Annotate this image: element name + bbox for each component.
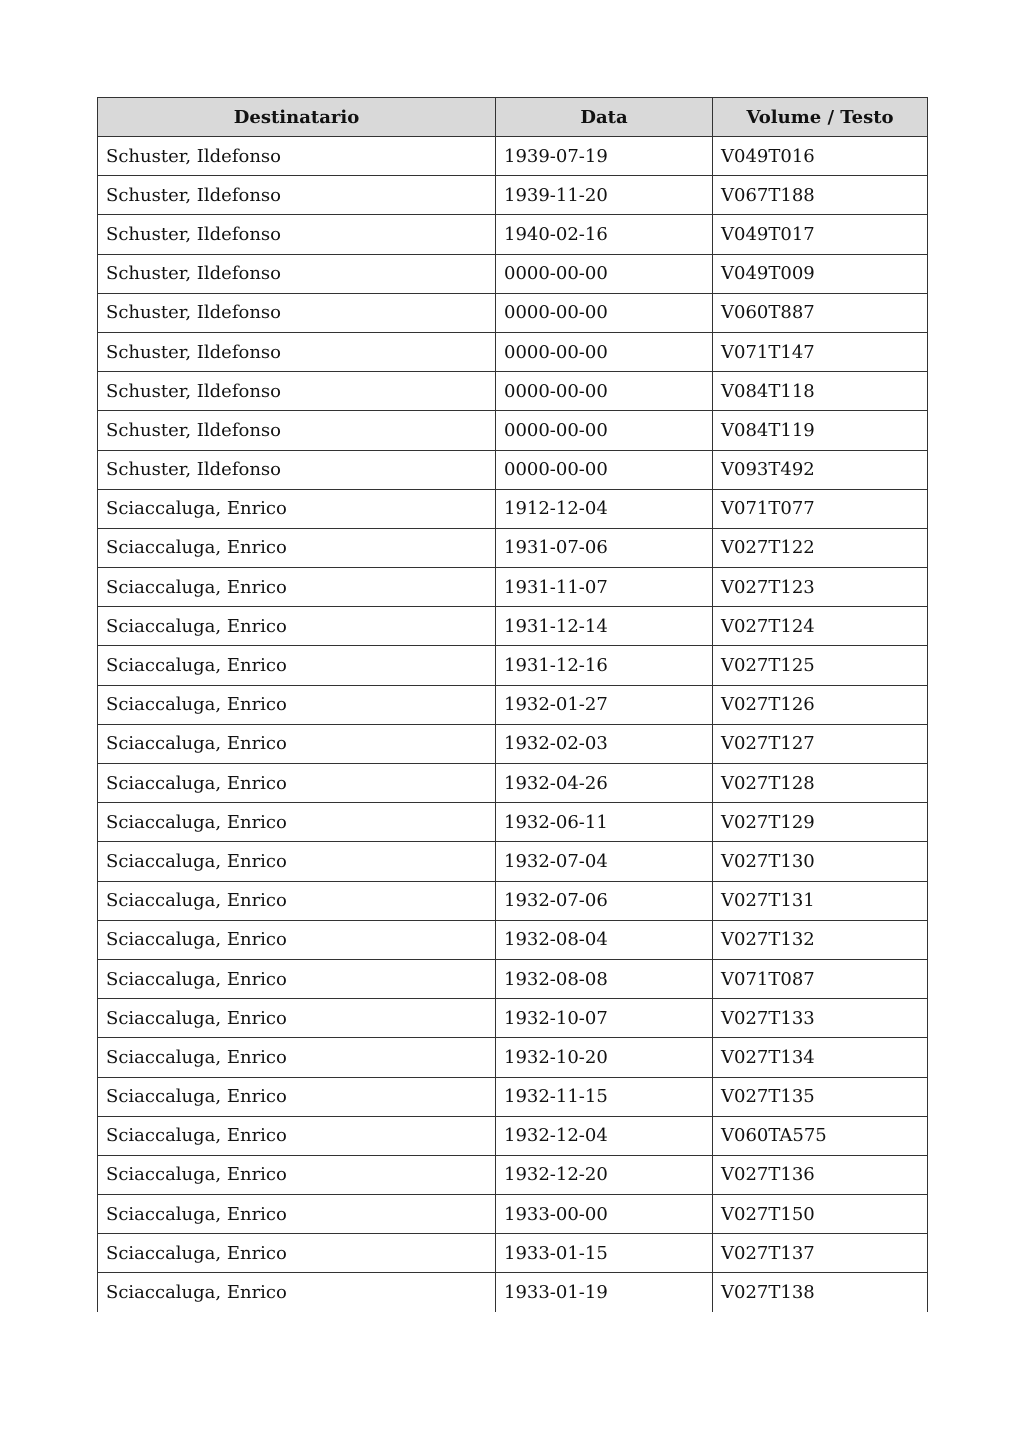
cell-volume-testo: V071T087 — [713, 959, 928, 998]
cell-destinatario: Sciaccaluga, Enrico — [98, 646, 496, 685]
cell-data: 1933-01-15 — [496, 1234, 713, 1273]
cell-destinatario: Sciaccaluga, Enrico — [98, 568, 496, 607]
cell-destinatario: Schuster, Ildefonso — [98, 293, 496, 332]
cell-destinatario: Schuster, Ildefonso — [98, 450, 496, 489]
cell-volume-testo: V060T887 — [713, 293, 928, 332]
cell-data: 1932-06-11 — [496, 803, 713, 842]
cell-destinatario: Sciaccaluga, Enrico — [98, 528, 496, 567]
cell-destinatario: Schuster, Ildefonso — [98, 332, 496, 371]
cell-volume-testo: V071T077 — [713, 489, 928, 528]
table-row — [98, 215, 928, 254]
cell-volume-testo: V049T017 — [713, 215, 928, 254]
table-row — [98, 372, 928, 411]
cell-destinatario: Schuster, Ildefonso — [98, 411, 496, 450]
table-row — [98, 724, 928, 763]
table-row — [98, 1273, 928, 1312]
cell-destinatario: Sciaccaluga, Enrico — [98, 1234, 496, 1273]
cell-data: 1940-02-16 — [496, 215, 713, 254]
table-header — [98, 98, 928, 137]
cell-destinatario: Sciaccaluga, Enrico — [98, 920, 496, 959]
table-row — [98, 1077, 928, 1116]
header-row — [98, 98, 928, 137]
cell-destinatario: Schuster, Ildefonso — [98, 372, 496, 411]
cell-data: 1932-08-04 — [496, 920, 713, 959]
cell-destinatario: Sciaccaluga, Enrico — [98, 1155, 496, 1194]
cell-volume-testo: V027T138 — [713, 1273, 928, 1312]
table-row — [98, 568, 928, 607]
cell-destinatario: Schuster, Ildefonso — [98, 137, 496, 176]
cell-data: 0000-00-00 — [496, 254, 713, 293]
table-row — [98, 999, 928, 1038]
cell-data: 1932-07-04 — [496, 842, 713, 881]
table-row — [98, 959, 928, 998]
cell-volume-testo: V027T128 — [713, 764, 928, 803]
table-row — [98, 332, 928, 371]
cell-volume-testo: V084T119 — [713, 411, 928, 450]
table-row — [98, 881, 928, 920]
cell-data: 1932-02-03 — [496, 724, 713, 763]
cell-data: 1931-12-14 — [496, 607, 713, 646]
cell-destinatario: Sciaccaluga, Enrico — [98, 1038, 496, 1077]
header-data: Data — [496, 98, 713, 137]
cell-data: 1932-11-15 — [496, 1077, 713, 1116]
table-body — [98, 137, 928, 1313]
table-row — [98, 685, 928, 724]
cell-volume-testo: V027T134 — [713, 1038, 928, 1077]
cell-volume-testo: V027T136 — [713, 1155, 928, 1194]
cell-volume-testo: V060TA575 — [713, 1116, 928, 1155]
cell-destinatario: Sciaccaluga, Enrico — [98, 489, 496, 528]
cell-data: 1939-11-20 — [496, 176, 713, 215]
cell-destinatario: Sciaccaluga, Enrico — [98, 1116, 496, 1155]
table-row — [98, 920, 928, 959]
table-row — [98, 1155, 928, 1194]
table-row — [98, 411, 928, 450]
cell-destinatario: Sciaccaluga, Enrico — [98, 999, 496, 1038]
cell-data: 1932-08-08 — [496, 959, 713, 998]
cell-volume-testo: V027T131 — [713, 881, 928, 920]
cell-data: 1932-07-06 — [496, 881, 713, 920]
header-volume-testo: Volume / Testo — [713, 98, 928, 137]
table-row — [98, 450, 928, 489]
cell-data: 1932-10-20 — [496, 1038, 713, 1077]
cell-destinatario: Sciaccaluga, Enrico — [98, 1195, 496, 1234]
cell-destinatario: Sciaccaluga, Enrico — [98, 764, 496, 803]
cell-volume-testo: V067T188 — [713, 176, 928, 215]
cell-volume-testo: V027T124 — [713, 607, 928, 646]
table-row — [98, 293, 928, 332]
letters-table — [97, 97, 928, 1312]
table-row — [98, 528, 928, 567]
cell-data: 1932-04-26 — [496, 764, 713, 803]
cell-data: 0000-00-00 — [496, 332, 713, 371]
table-row — [98, 176, 928, 215]
table-row — [98, 1234, 928, 1273]
cell-data: 0000-00-00 — [496, 293, 713, 332]
cell-destinatario: Sciaccaluga, Enrico — [98, 724, 496, 763]
cell-data: 0000-00-00 — [496, 411, 713, 450]
cell-data: 1933-01-19 — [496, 1273, 713, 1312]
table-row — [98, 489, 928, 528]
cell-data: 1931-07-06 — [496, 528, 713, 567]
cell-volume-testo: V027T126 — [713, 685, 928, 724]
table-row — [98, 764, 928, 803]
cell-volume-testo: V027T130 — [713, 842, 928, 881]
cell-volume-testo: V027T150 — [713, 1195, 928, 1234]
cell-destinatario: Schuster, Ildefonso — [98, 215, 496, 254]
cell-data: 1933-00-00 — [496, 1195, 713, 1234]
table-row — [98, 607, 928, 646]
cell-data: 1912-12-04 — [496, 489, 713, 528]
cell-data: 1932-12-20 — [496, 1155, 713, 1194]
table-row — [98, 1116, 928, 1155]
cell-data: 0000-00-00 — [496, 372, 713, 411]
cell-data: 1931-12-16 — [496, 646, 713, 685]
table-row — [98, 137, 928, 176]
cell-volume-testo: V027T127 — [713, 724, 928, 763]
cell-destinatario: Sciaccaluga, Enrico — [98, 1077, 496, 1116]
cell-volume-testo: V027T129 — [713, 803, 928, 842]
cell-volume-testo: V027T123 — [713, 568, 928, 607]
table-row — [98, 1038, 928, 1077]
cell-volume-testo: V027T133 — [713, 999, 928, 1038]
cell-data: 1931-11-07 — [496, 568, 713, 607]
header-destinatario: Destinatario — [98, 98, 496, 137]
cell-volume-testo: V027T132 — [713, 920, 928, 959]
cell-volume-testo: V049T009 — [713, 254, 928, 293]
cell-data: 0000-00-00 — [496, 450, 713, 489]
cell-volume-testo: V049T016 — [713, 137, 928, 176]
cell-data: 1932-01-27 — [496, 685, 713, 724]
table-row — [98, 646, 928, 685]
cell-data: 1932-10-07 — [496, 999, 713, 1038]
table-row — [98, 1195, 928, 1234]
table-row — [98, 803, 928, 842]
cell-volume-testo: V093T492 — [713, 450, 928, 489]
cell-volume-testo: V027T122 — [713, 528, 928, 567]
cell-destinatario: Sciaccaluga, Enrico — [98, 842, 496, 881]
table-row — [98, 842, 928, 881]
cell-destinatario: Sciaccaluga, Enrico — [98, 881, 496, 920]
table-row — [98, 254, 928, 293]
cell-volume-testo: V084T118 — [713, 372, 928, 411]
cell-destinatario: Sciaccaluga, Enrico — [98, 685, 496, 724]
cell-destinatario: Sciaccaluga, Enrico — [98, 607, 496, 646]
cell-volume-testo: V027T135 — [713, 1077, 928, 1116]
cell-data: 1939-07-19 — [496, 137, 713, 176]
cell-destinatario: Sciaccaluga, Enrico — [98, 959, 496, 998]
cell-destinatario: Sciaccaluga, Enrico — [98, 803, 496, 842]
cell-destinatario: Schuster, Ildefonso — [98, 254, 496, 293]
cell-volume-testo: V071T147 — [713, 332, 928, 371]
cell-destinatario: Schuster, Ildefonso — [98, 176, 496, 215]
cell-destinatario: Sciaccaluga, Enrico — [98, 1273, 496, 1312]
cell-volume-testo: V027T125 — [713, 646, 928, 685]
cell-data: 1932-12-04 — [496, 1116, 713, 1155]
cell-volume-testo: V027T137 — [713, 1234, 928, 1273]
